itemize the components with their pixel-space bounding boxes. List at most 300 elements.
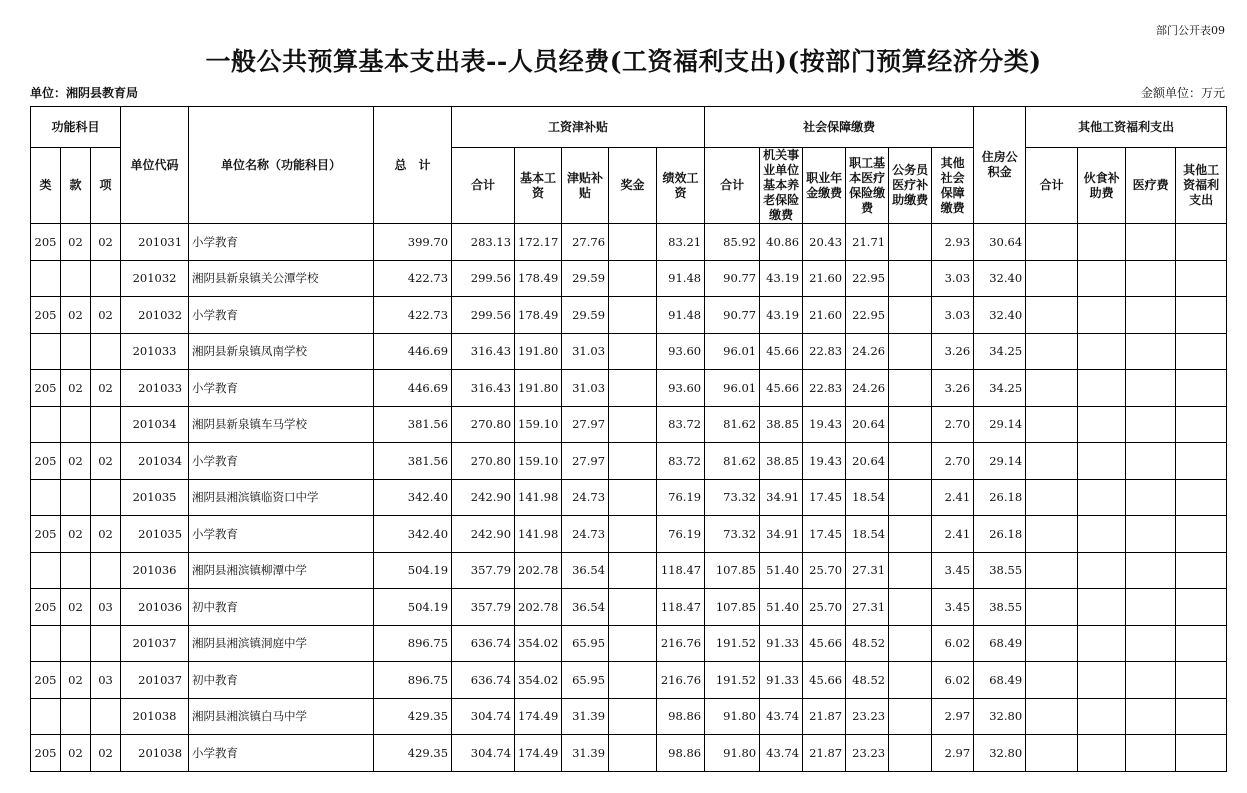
unit-code-cell: 201033 bbox=[121, 370, 189, 407]
unit-name-header: 单位名称（功能科目） bbox=[189, 107, 374, 224]
annuity-cell: 19.43 bbox=[803, 406, 846, 443]
table-row bbox=[31, 735, 1227, 772]
table-row bbox=[31, 662, 1227, 699]
pension-header: 机关事业单位基本养老保险缴费 bbox=[760, 148, 803, 224]
pension-cell: 43.74 bbox=[760, 735, 803, 772]
amount-unit-label: 金额单位：万元 bbox=[1140, 86, 1225, 100]
kuan-cell: 02 bbox=[61, 516, 91, 553]
meal-subsidy-cell bbox=[1078, 625, 1126, 662]
basic-wage-cell: 159.10 bbox=[515, 443, 562, 480]
basic-wage-cell: 354.02 bbox=[515, 662, 562, 699]
unit-name-cell: 湘阴县湘滨镇柳潭中学 bbox=[189, 552, 374, 589]
social-sum-cell: 107.85 bbox=[705, 552, 760, 589]
lei-cell: 205 bbox=[31, 370, 61, 407]
wage-sum-cell: 270.80 bbox=[452, 406, 515, 443]
xiang-cell bbox=[91, 333, 121, 370]
meal-subsidy-cell bbox=[1078, 552, 1126, 589]
xiang-cell bbox=[91, 260, 121, 297]
other-sum-cell bbox=[1026, 260, 1078, 297]
lei-cell bbox=[31, 698, 61, 735]
wage-sum-cell: 636.74 bbox=[452, 662, 515, 699]
allowance-cell: 27.76 bbox=[562, 224, 609, 261]
total-cell: 446.69 bbox=[374, 333, 452, 370]
meal-subsidy-cell bbox=[1078, 443, 1126, 480]
lei-cell: 205 bbox=[31, 589, 61, 626]
civil-medical-cell bbox=[889, 297, 932, 334]
wage-sum-cell: 357.79 bbox=[452, 552, 515, 589]
bonus-cell bbox=[609, 735, 657, 772]
other-welfare-cell bbox=[1176, 516, 1227, 553]
annuity-cell: 25.70 bbox=[803, 589, 846, 626]
performance-cell: 118.47 bbox=[657, 552, 705, 589]
medical-insurance-cell: 24.26 bbox=[846, 370, 889, 407]
wage-sum-cell: 316.43 bbox=[452, 370, 515, 407]
performance-cell: 118.47 bbox=[657, 589, 705, 626]
pension-cell: 38.85 bbox=[760, 406, 803, 443]
unit-code-cell: 201038 bbox=[121, 735, 189, 772]
annuity-cell: 22.83 bbox=[803, 333, 846, 370]
total-cell: 896.75 bbox=[374, 625, 452, 662]
medical-insurance-cell: 24.26 bbox=[846, 333, 889, 370]
civil-medical-cell bbox=[889, 370, 932, 407]
annuity-cell: 45.66 bbox=[803, 625, 846, 662]
social-group-header: 社会保障缴费 bbox=[705, 107, 974, 148]
other-welfare-cell bbox=[1176, 552, 1227, 589]
performance-cell: 91.48 bbox=[657, 297, 705, 334]
medical-insurance-cell: 21.71 bbox=[846, 224, 889, 261]
total-cell: 399.70 bbox=[374, 224, 452, 261]
other-welfare-cell bbox=[1176, 406, 1227, 443]
lei-cell bbox=[31, 333, 61, 370]
unit-code-cell: 201037 bbox=[121, 625, 189, 662]
xiang-cell: 02 bbox=[91, 370, 121, 407]
pension-cell: 43.19 bbox=[760, 260, 803, 297]
other-sum-cell bbox=[1026, 625, 1078, 662]
other-welfare-cell bbox=[1176, 297, 1227, 334]
lei-cell bbox=[31, 479, 61, 516]
unit-name-cell: 初中教育 bbox=[189, 589, 374, 626]
housing-fund-cell: 30.64 bbox=[974, 224, 1026, 261]
medical-fee-cell bbox=[1126, 662, 1176, 699]
meal-subsidy-cell bbox=[1078, 297, 1126, 334]
annuity-cell: 21.87 bbox=[803, 698, 846, 735]
wage-group-header: 工资津补贴 bbox=[452, 107, 705, 148]
wage-sum-cell: 299.56 bbox=[452, 297, 515, 334]
other-welfare-cell bbox=[1176, 625, 1227, 662]
other-sum-cell bbox=[1026, 333, 1078, 370]
housing-fund-cell: 32.80 bbox=[974, 698, 1026, 735]
meal-subsidy-cell bbox=[1078, 516, 1126, 553]
civil-medical-cell bbox=[889, 552, 932, 589]
allowance-cell: 24.73 bbox=[562, 516, 609, 553]
xiang-cell bbox=[91, 698, 121, 735]
housing-fund-cell: 38.55 bbox=[974, 589, 1026, 626]
medical-insurance-cell: 48.52 bbox=[846, 662, 889, 699]
other-sum-cell bbox=[1026, 443, 1078, 480]
other-sum-cell bbox=[1026, 735, 1078, 772]
pension-cell: 91.33 bbox=[760, 625, 803, 662]
performance-cell: 216.76 bbox=[657, 662, 705, 699]
table-row bbox=[31, 516, 1227, 553]
wage-sum-cell: 304.74 bbox=[452, 698, 515, 735]
allowance-cell: 65.95 bbox=[562, 662, 609, 699]
wage-sum-cell: 242.90 bbox=[452, 516, 515, 553]
basic-wage-cell: 159.10 bbox=[515, 406, 562, 443]
lei-cell bbox=[31, 625, 61, 662]
civil-medical-cell bbox=[889, 479, 932, 516]
performance-cell: 93.60 bbox=[657, 333, 705, 370]
other-social-cell: 2.41 bbox=[932, 479, 974, 516]
unit-code-cell: 201034 bbox=[121, 443, 189, 480]
medical-fee-cell bbox=[1126, 735, 1176, 772]
total-cell: 446.69 bbox=[374, 370, 452, 407]
xiang-cell: 03 bbox=[91, 589, 121, 626]
other-social-cell: 2.97 bbox=[932, 735, 974, 772]
lei-cell: 205 bbox=[31, 224, 61, 261]
pension-cell: 40.86 bbox=[760, 224, 803, 261]
other-welfare-cell bbox=[1176, 698, 1227, 735]
bonus-cell bbox=[609, 297, 657, 334]
civil-medical-cell bbox=[889, 662, 932, 699]
civil-medical-cell bbox=[889, 698, 932, 735]
civil-medical-cell bbox=[889, 260, 932, 297]
civil-medical-cell bbox=[889, 516, 932, 553]
allowance-header: 津贴补贴 bbox=[562, 148, 609, 224]
civil-medical-cell bbox=[889, 406, 932, 443]
table-row bbox=[31, 698, 1227, 735]
other-group-header: 其他工资福利支出 bbox=[1026, 107, 1227, 148]
basic-wage-cell: 174.49 bbox=[515, 698, 562, 735]
medical-fee-cell bbox=[1126, 479, 1176, 516]
wage-sum-cell: 283.13 bbox=[452, 224, 515, 261]
social-sum-cell: 91.80 bbox=[705, 735, 760, 772]
medical-fee-cell bbox=[1126, 260, 1176, 297]
basic-wage-cell: 191.80 bbox=[515, 333, 562, 370]
xiang-cell: 02 bbox=[91, 735, 121, 772]
unit-name-cell: 小学教育 bbox=[189, 370, 374, 407]
unit-code-cell: 201038 bbox=[121, 698, 189, 735]
allowance-cell: 36.54 bbox=[562, 552, 609, 589]
medical-insurance-cell: 22.95 bbox=[846, 297, 889, 334]
basic-wage-cell: 178.49 bbox=[515, 297, 562, 334]
housing-fund-cell: 26.18 bbox=[974, 516, 1026, 553]
xiang-cell: 02 bbox=[91, 516, 121, 553]
kuan-cell: 02 bbox=[61, 662, 91, 699]
kuan-cell bbox=[61, 260, 91, 297]
allowance-cell: 36.54 bbox=[562, 589, 609, 626]
table-row bbox=[31, 370, 1227, 407]
table-row bbox=[31, 625, 1227, 662]
total-cell: 422.73 bbox=[374, 260, 452, 297]
lei-cell: 205 bbox=[31, 443, 61, 480]
total-cell: 429.35 bbox=[374, 698, 452, 735]
performance-cell: 83.21 bbox=[657, 224, 705, 261]
annuity-cell: 17.45 bbox=[803, 516, 846, 553]
unit-code-cell: 201032 bbox=[121, 297, 189, 334]
unit-code-cell: 201036 bbox=[121, 589, 189, 626]
annuity-cell: 22.83 bbox=[803, 370, 846, 407]
other-welfare-cell bbox=[1176, 662, 1227, 699]
kuan-header: 款 bbox=[61, 148, 91, 224]
other-social-cell: 6.02 bbox=[932, 662, 974, 699]
medical-fee-cell bbox=[1126, 552, 1176, 589]
performance-cell: 216.76 bbox=[657, 625, 705, 662]
meal-subsidy-cell bbox=[1078, 589, 1126, 626]
annuity-header: 职业年金缴费 bbox=[803, 148, 846, 224]
other-social-cell: 2.41 bbox=[932, 516, 974, 553]
medical-insurance-cell: 18.54 bbox=[846, 516, 889, 553]
social-sum-cell: 107.85 bbox=[705, 589, 760, 626]
basic-wage-cell: 191.80 bbox=[515, 370, 562, 407]
bonus-cell bbox=[609, 224, 657, 261]
other-welfare-cell bbox=[1176, 735, 1227, 772]
medical-fee-cell bbox=[1126, 224, 1176, 261]
performance-cell: 98.86 bbox=[657, 735, 705, 772]
xiang-cell: 02 bbox=[91, 443, 121, 480]
allowance-cell: 31.39 bbox=[562, 698, 609, 735]
unit-code-cell: 201031 bbox=[121, 224, 189, 261]
other-social-cell: 3.26 bbox=[932, 333, 974, 370]
kuan-cell: 02 bbox=[61, 297, 91, 334]
performance-cell: 76.19 bbox=[657, 479, 705, 516]
allowance-cell: 27.97 bbox=[562, 443, 609, 480]
unit-code-cell: 201035 bbox=[121, 516, 189, 553]
civil-medical-cell bbox=[889, 589, 932, 626]
medical-insurance-cell: 27.31 bbox=[846, 589, 889, 626]
xiang-cell bbox=[91, 479, 121, 516]
table-row bbox=[31, 297, 1227, 334]
performance-cell: 76.19 bbox=[657, 516, 705, 553]
total-cell: 429.35 bbox=[374, 735, 452, 772]
other-welfare-cell bbox=[1176, 224, 1227, 261]
xiang-cell bbox=[91, 625, 121, 662]
bonus-cell bbox=[609, 260, 657, 297]
medical-fee-cell bbox=[1126, 698, 1176, 735]
table-row bbox=[31, 443, 1227, 480]
other-sum-cell bbox=[1026, 516, 1078, 553]
other-sum-header: 合计 bbox=[1026, 148, 1078, 224]
lei-cell bbox=[31, 552, 61, 589]
kuan-cell bbox=[61, 552, 91, 589]
civil-medical-cell bbox=[889, 224, 932, 261]
lei-cell bbox=[31, 260, 61, 297]
bonus-cell bbox=[609, 698, 657, 735]
medical-fee-header: 医疗费 bbox=[1126, 148, 1176, 224]
meal-subsidy-cell bbox=[1078, 735, 1126, 772]
other-welfare-cell bbox=[1176, 370, 1227, 407]
table-row bbox=[31, 552, 1227, 589]
other-sum-cell bbox=[1026, 370, 1078, 407]
total-cell: 422.73 bbox=[374, 297, 452, 334]
other-social-header: 其他社会保障缴费 bbox=[932, 148, 974, 224]
other-welfare-cell bbox=[1176, 479, 1227, 516]
pension-cell: 34.91 bbox=[760, 479, 803, 516]
other-social-cell: 3.45 bbox=[932, 552, 974, 589]
allowance-cell: 31.39 bbox=[562, 735, 609, 772]
lei-cell: 205 bbox=[31, 662, 61, 699]
meal-subsidy-header: 伙食补助费 bbox=[1078, 148, 1126, 224]
annuity-cell: 19.43 bbox=[803, 443, 846, 480]
performance-cell: 83.72 bbox=[657, 406, 705, 443]
civil-medical-cell bbox=[889, 443, 932, 480]
pension-cell: 43.74 bbox=[760, 698, 803, 735]
other-social-cell: 2.97 bbox=[932, 698, 974, 735]
social-sum-cell: 191.52 bbox=[705, 662, 760, 699]
total-cell: 342.40 bbox=[374, 479, 452, 516]
other-sum-cell bbox=[1026, 662, 1078, 699]
social-sum-cell: 85.92 bbox=[705, 224, 760, 261]
performance-cell: 83.72 bbox=[657, 443, 705, 480]
housing-fund-cell: 32.40 bbox=[974, 297, 1026, 334]
wage-sum-cell: 636.74 bbox=[452, 625, 515, 662]
bonus-cell bbox=[609, 589, 657, 626]
xiang-cell: 02 bbox=[91, 297, 121, 334]
total-cell: 342.40 bbox=[374, 516, 452, 553]
other-social-cell: 3.03 bbox=[932, 297, 974, 334]
bonus-cell bbox=[609, 370, 657, 407]
other-sum-cell bbox=[1026, 552, 1078, 589]
kuan-cell: 02 bbox=[61, 589, 91, 626]
pension-cell: 43.19 bbox=[760, 297, 803, 334]
basic-wage-cell: 141.98 bbox=[515, 479, 562, 516]
basic-wage-cell: 174.49 bbox=[515, 735, 562, 772]
unit-name-cell: 小学教育 bbox=[189, 443, 374, 480]
other-social-cell: 2.93 bbox=[932, 224, 974, 261]
pension-cell: 91.33 bbox=[760, 662, 803, 699]
meal-subsidy-cell bbox=[1078, 224, 1126, 261]
bonus-cell bbox=[609, 333, 657, 370]
annuity-cell: 21.60 bbox=[803, 260, 846, 297]
unit-code-cell: 201032 bbox=[121, 260, 189, 297]
performance-header: 绩效工资 bbox=[657, 148, 705, 224]
table-row bbox=[31, 479, 1227, 516]
total-cell: 381.56 bbox=[374, 406, 452, 443]
housing-fund-cell: 68.49 bbox=[974, 625, 1026, 662]
social-sum-cell: 90.77 bbox=[705, 297, 760, 334]
total-header: 总 计 bbox=[374, 107, 452, 224]
bonus-cell bbox=[609, 662, 657, 699]
allowance-cell: 24.73 bbox=[562, 479, 609, 516]
social-sum-cell: 191.52 bbox=[705, 625, 760, 662]
total-cell: 504.19 bbox=[374, 589, 452, 626]
xiang-cell bbox=[91, 552, 121, 589]
allowance-cell: 29.59 bbox=[562, 260, 609, 297]
wage-sum-cell: 299.56 bbox=[452, 260, 515, 297]
other-social-cell: 3.03 bbox=[932, 260, 974, 297]
basic-wage-cell: 172.17 bbox=[515, 224, 562, 261]
lei-cell: 205 bbox=[31, 297, 61, 334]
pension-cell: 45.66 bbox=[760, 333, 803, 370]
other-social-cell: 6.02 bbox=[932, 625, 974, 662]
wage-sum-cell: 357.79 bbox=[452, 589, 515, 626]
kuan-cell bbox=[61, 698, 91, 735]
medical-fee-cell bbox=[1126, 406, 1176, 443]
medical-fee-cell bbox=[1126, 443, 1176, 480]
social-sum-header: 合计 bbox=[705, 148, 760, 224]
medical-insurance-cell: 22.95 bbox=[846, 260, 889, 297]
unit-name-cell: 湘阴县湘滨镇洞庭中学 bbox=[189, 625, 374, 662]
xiang-header: 项 bbox=[91, 148, 121, 224]
kuan-cell: 02 bbox=[61, 735, 91, 772]
other-social-cell: 3.26 bbox=[932, 370, 974, 407]
medical-insurance-cell: 20.64 bbox=[846, 443, 889, 480]
social-sum-cell: 96.01 bbox=[705, 370, 760, 407]
kuan-cell bbox=[61, 333, 91, 370]
medical-insurance-cell: 20.64 bbox=[846, 406, 889, 443]
performance-cell: 93.60 bbox=[657, 370, 705, 407]
basic-wage-header: 基本工资 bbox=[515, 148, 562, 224]
medical-insurance-cell: 27.31 bbox=[846, 552, 889, 589]
unit-name-cell: 小学教育 bbox=[189, 297, 374, 334]
housing-fund-cell: 32.40 bbox=[974, 260, 1026, 297]
kuan-cell bbox=[61, 625, 91, 662]
basic-wage-cell: 354.02 bbox=[515, 625, 562, 662]
wage-sum-cell: 304.74 bbox=[452, 735, 515, 772]
lei-cell: 205 bbox=[31, 735, 61, 772]
other-sum-cell bbox=[1026, 479, 1078, 516]
other-sum-cell bbox=[1026, 698, 1078, 735]
housing-fund-cell: 29.14 bbox=[974, 406, 1026, 443]
meal-subsidy-cell bbox=[1078, 479, 1126, 516]
annuity-cell: 21.87 bbox=[803, 735, 846, 772]
annuity-cell: 25.70 bbox=[803, 552, 846, 589]
housing-fund-header: 住房公积金 bbox=[974, 107, 1026, 224]
page-title: 一般公共预算基本支出表--人员经费(工资福利支出)(按部门预算经济分类) bbox=[205, 47, 1042, 76]
meal-subsidy-cell bbox=[1078, 260, 1126, 297]
pension-cell: 38.85 bbox=[760, 443, 803, 480]
table-row bbox=[31, 260, 1227, 297]
pension-cell: 51.40 bbox=[760, 552, 803, 589]
bonus-cell bbox=[609, 443, 657, 480]
medical-insurance-cell: 23.23 bbox=[846, 735, 889, 772]
other-sum-cell bbox=[1026, 297, 1078, 334]
unit-name-cell: 湘阴县湘滨镇白马中学 bbox=[189, 698, 374, 735]
meal-subsidy-cell bbox=[1078, 406, 1126, 443]
unit-name-cell: 湘阴县新泉镇关公潭学校 bbox=[189, 260, 374, 297]
other-welfare-cell bbox=[1176, 333, 1227, 370]
meal-subsidy-cell bbox=[1078, 698, 1126, 735]
allowance-cell: 65.95 bbox=[562, 625, 609, 662]
meal-subsidy-cell bbox=[1078, 662, 1126, 699]
kuan-cell bbox=[61, 479, 91, 516]
unit-code-cell: 201037 bbox=[121, 662, 189, 699]
other-sum-cell bbox=[1026, 224, 1078, 261]
civil-medical-cell bbox=[889, 625, 932, 662]
allowance-cell: 27.97 bbox=[562, 406, 609, 443]
medical-fee-cell bbox=[1126, 516, 1176, 553]
housing-fund-cell: 29.14 bbox=[974, 443, 1026, 480]
medical-fee-cell bbox=[1126, 297, 1176, 334]
unit-name-cell: 小学教育 bbox=[189, 735, 374, 772]
table-row bbox=[31, 333, 1227, 370]
other-social-cell: 3.45 bbox=[932, 589, 974, 626]
lei-cell bbox=[31, 406, 61, 443]
social-sum-cell: 96.01 bbox=[705, 333, 760, 370]
unit-name-cell: 湘阴县新泉镇凤南学校 bbox=[189, 333, 374, 370]
unit-code-cell: 201033 bbox=[121, 333, 189, 370]
unit-code-header: 单位代码 bbox=[121, 107, 189, 224]
bonus-cell bbox=[609, 552, 657, 589]
kuan-cell: 02 bbox=[61, 224, 91, 261]
meal-subsidy-cell bbox=[1078, 333, 1126, 370]
lei-header: 类 bbox=[31, 148, 61, 224]
budget-table bbox=[30, 106, 1227, 772]
unit-code-cell: 201036 bbox=[121, 552, 189, 589]
annuity-cell: 17.45 bbox=[803, 479, 846, 516]
annuity-cell: 20.43 bbox=[803, 224, 846, 261]
other-social-cell: 2.70 bbox=[932, 406, 974, 443]
annuity-cell: 21.60 bbox=[803, 297, 846, 334]
